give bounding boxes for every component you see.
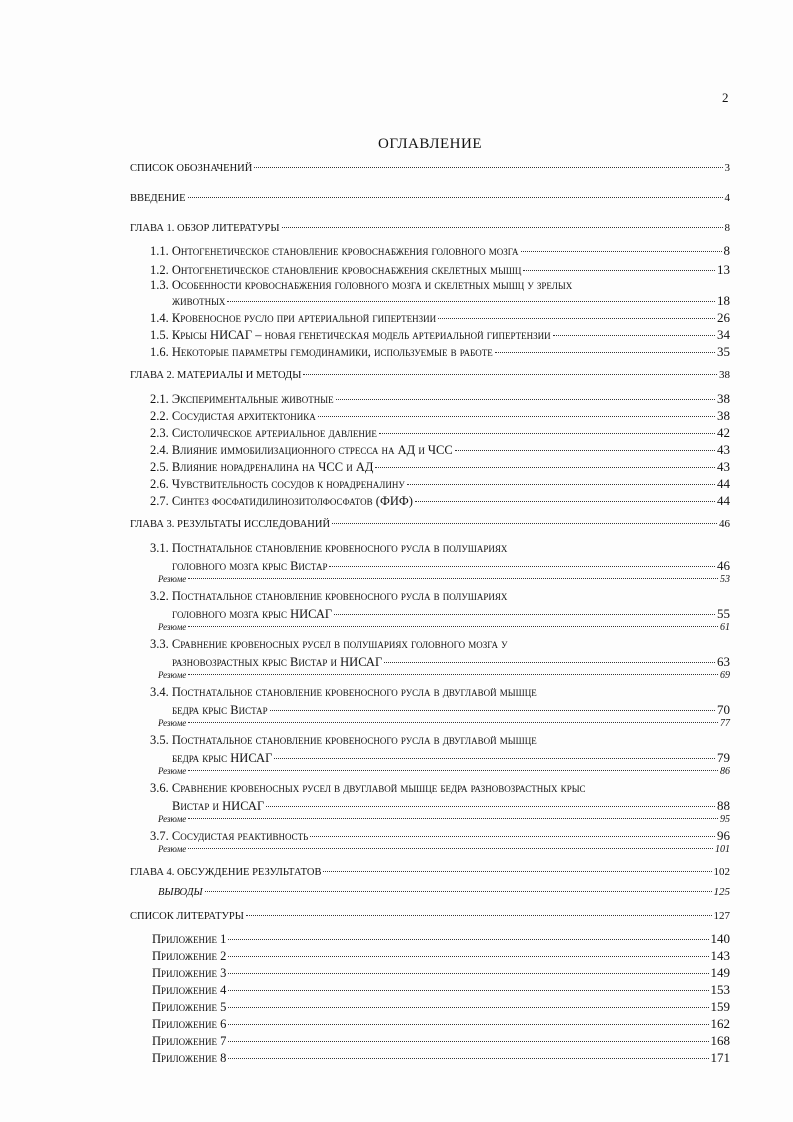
toc-page: 4: [724, 192, 730, 204]
leader-dots: [282, 227, 723, 228]
toc-section[interactable]: 2.4. Влияние иммобилизационного стресса на АД и ЧСС 43: [150, 442, 730, 457]
toc-section-line1: 1.3. Особенности кровоснабжения головного мозга и скелетных мышц у зрелых: [150, 278, 573, 292]
toc-abbrev[interactable]: [130, 162, 730, 174]
toc-references[interactable]: СПИСОК ЛИТЕРАТУРЫ 127: [130, 910, 730, 922]
toc-section-line1: 3.1. Постнатальное становление кровеносного русла в полушариях: [150, 541, 508, 555]
toc-appendix[interactable]: Приложение 7 168: [152, 1033, 730, 1048]
toc-section[interactable]: 2.2. Сосудистая архитектоника 38: [150, 408, 730, 423]
page-number: 2: [722, 90, 729, 105]
toc-appendix[interactable]: Приложение 6 162: [152, 1016, 730, 1031]
toc-summary[interactable]: Резюме 101: [158, 844, 730, 855]
leader-dots: [188, 197, 723, 198]
toc-summary[interactable]: Резюме 77: [158, 718, 730, 729]
toc-page: 3: [724, 162, 730, 174]
toc-appendix[interactable]: Приложение 3 149: [152, 965, 730, 980]
toc-section[interactable]: 1.2. Онтогенетическое становление кровоснабжения скелетных мышц 13: [150, 262, 730, 277]
toc-chapter-2[interactable]: ГЛАВА 2. МАТЕРИАЛЫ И МЕТОДЫ 38: [130, 369, 730, 381]
toc-section[interactable]: 1.4. Кровеносное русло при артериальной гипертензии 26: [150, 310, 730, 325]
toc-chapter-1[interactable]: [130, 222, 730, 234]
toc-summary[interactable]: Резюме 69: [158, 670, 730, 681]
toc-section[interactable]: 3.7. Сосудистая реактивность 96: [150, 828, 730, 843]
toc-appendix[interactable]: Приложение 2 143: [152, 948, 730, 963]
toc-summary[interactable]: Резюме 61: [158, 622, 730, 633]
toc-summary[interactable]: Резюме 86: [158, 766, 730, 777]
toc-section-line1: 3.4. Постнатальное становление кровеносного русла в двуглавой мышце: [150, 685, 537, 699]
toc-chapter-4[interactable]: ГЛАВА 4. ОБСУЖДЕНИЕ РЕЗУЛЬТАТОВ 102: [130, 866, 730, 878]
toc-appendix[interactable]: Приложение 5 159: [152, 999, 730, 1014]
toc-summary[interactable]: Резюме 95: [158, 814, 730, 825]
page-title: ОГЛАВЛЕНИЕ: [378, 136, 482, 152]
toc-section[interactable]: разновозрастных крыс Вистар и НИСАГ 63: [172, 654, 730, 669]
toc-summary[interactable]: Резюме 53: [158, 574, 730, 585]
toc-appendix[interactable]: Приложение 8 171: [152, 1050, 730, 1065]
toc-label: СПИСОК ОБОЗНАЧЕНИЙ: [130, 163, 253, 174]
toc-section[interactable]: животных 18: [172, 293, 730, 308]
toc-section[interactable]: головного мозга крыс НИСАГ 55: [172, 606, 730, 621]
toc-section-line1: 3.6. Сравнение кровеносных русел в двуглавой мышце бедра разновозрастных крыс: [150, 781, 586, 795]
toc-section-line1: 3.5. Постнатальное становление кровеносного русла в двуглавой мышце: [150, 733, 537, 747]
toc-section[interactable]: бедра крыс Вистар 70: [172, 702, 730, 717]
toc-appendix[interactable]: Приложение 1 140: [152, 931, 730, 946]
toc-chapter-3[interactable]: ГЛАВА 3. РЕЗУЛЬТАТЫ ИССЛЕДОВАНИЙ 46: [130, 518, 730, 530]
toc-page: 8: [724, 222, 730, 234]
toc-section[interactable]: 2.1. Экспериментальные животные 38: [150, 391, 730, 406]
toc-section[interactable]: Вистар и НИСАГ 88: [172, 798, 730, 813]
toc-section[interactable]: 2.6. Чувствительность сосудов к норадреналину 44: [150, 476, 730, 491]
toc-label: ГЛАВА 1. ОБЗОР ЛИТЕРАТУРЫ: [130, 223, 280, 234]
toc-section[interactable]: 2.7. Синтез фосфатидилинозитолфосфатов (ФИФ) 44: [150, 493, 730, 508]
toc-section-line1: 3.2. Постнатальное становление кровеносного русла в полушариях: [150, 589, 508, 603]
toc-section-line1: 3.3. Сравнение кровеносных русел в полушариях головного мозга у: [150, 637, 508, 651]
toc-intro[interactable]: [130, 192, 730, 204]
toc-section[interactable]: головного мозга крыс Вистар 46: [172, 558, 730, 573]
toc-section[interactable]: 1.6. Некоторые параметры гемодинамики, используемые в работе 35: [150, 344, 730, 359]
leader-dots: [254, 167, 722, 168]
toc-appendix[interactable]: Приложение 4 153: [152, 982, 730, 997]
toc-section[interactable]: бедра крыс НИСАГ 79: [172, 750, 730, 765]
toc-section[interactable]: 1.1. Онтогенетическое становление кровоснабжения головного мозга 8: [150, 243, 730, 258]
toc-section[interactable]: 2.5. Влияние норадреналина на ЧСС и АД 43: [150, 459, 730, 474]
toc-label: ВВЕДЕНИЕ: [130, 193, 186, 204]
toc-section[interactable]: 2.3. Систолическое артериальное давление 42: [150, 425, 730, 440]
toc-conclusions[interactable]: ВЫВОДЫ 125: [158, 886, 730, 898]
toc-section[interactable]: 1.5. Крысы НИСАГ – новая генетическая модель артериальной гипертензии 34: [150, 327, 730, 342]
